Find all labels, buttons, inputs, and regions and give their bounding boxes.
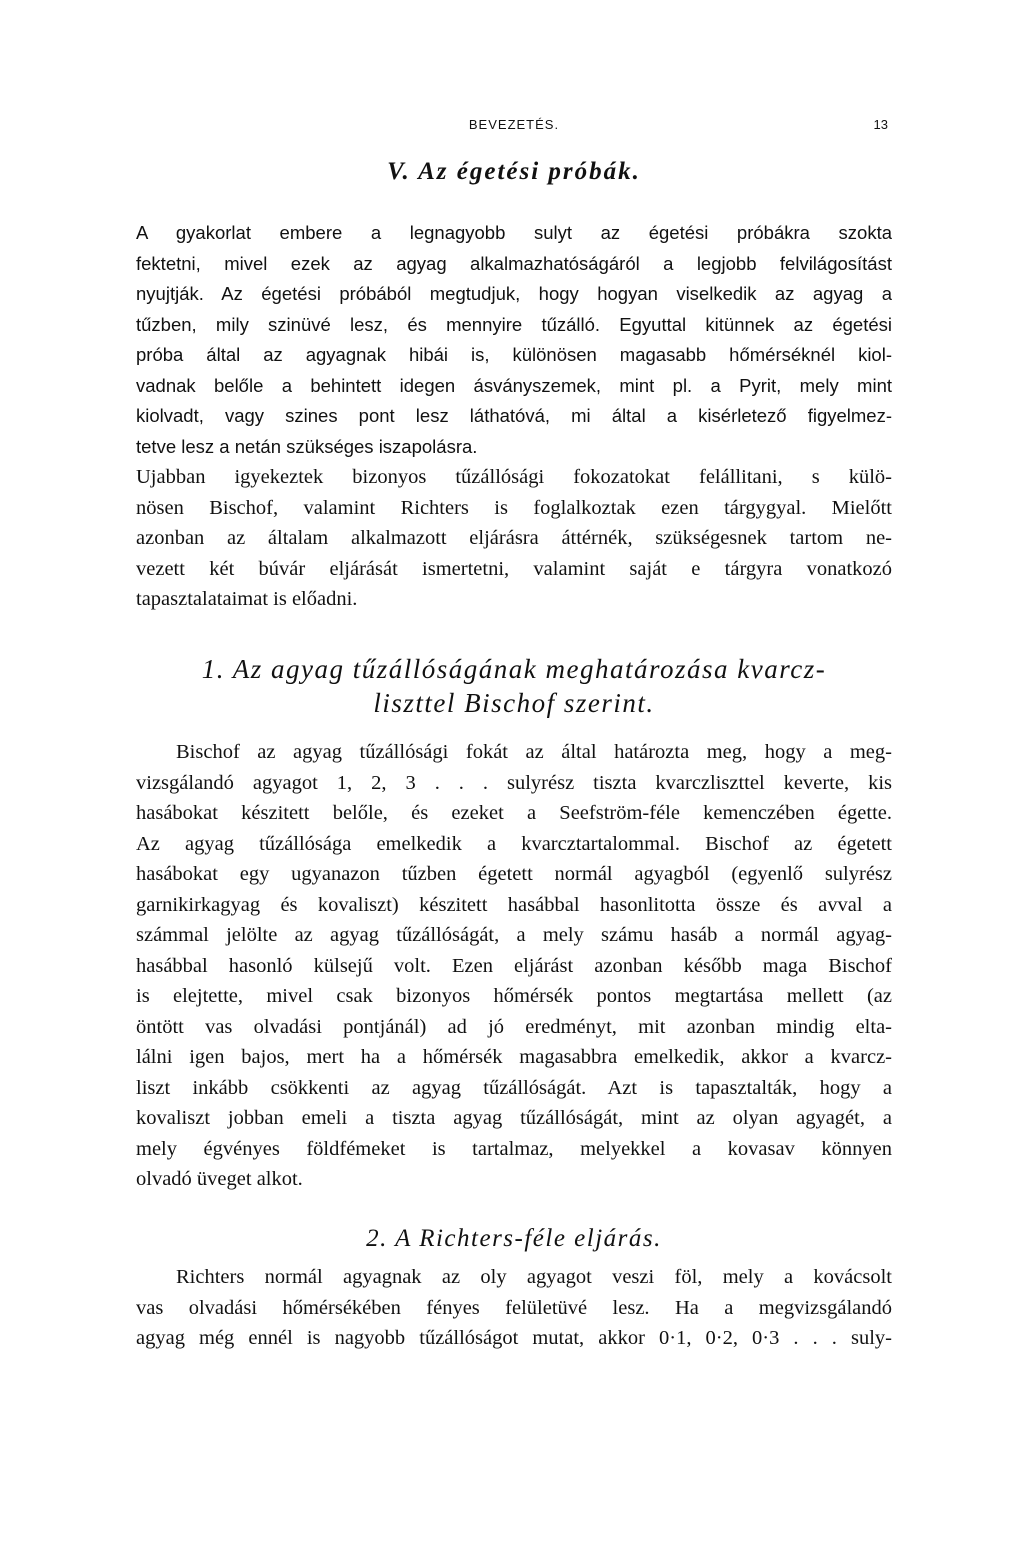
text-line: lálni igen bajos, mert ha a hőmérsék magasabbra emelkedik, akkor a kvarcz- (136, 1046, 892, 1068)
text-line: is elejtette, mivel csak bizonyos hőmérsék pontos megtartása mellett (az (136, 985, 892, 1007)
subheading-line: 1. Az agyag tűzállóságának meghatározása kvarcz- (201, 654, 827, 684)
text-line: Richters normál agyagnak az oly agyagot veszi föl, mely a kovácsolt (176, 1266, 892, 1288)
running-head-title: BEVEZETÉS. (468, 117, 560, 132)
text-line: agyag még ennél is nagyobb tűzállóságot mutat, akkor 0·1, 0·2, 0·3 . . . suly- (136, 1327, 892, 1349)
text-line: kiolvadt, vagy szines pont lesz láthatóvá, mi által a kisérletező figyelmez- (136, 405, 892, 426)
text-line: mely égvényes földfémeket is tartalmaz, melyekkel a kovasav könnyen (136, 1137, 892, 1160)
text-line: Ujabban igyekeztek bizonyos tűzállósági fokozatokat felállitani, s külö- (136, 466, 892, 488)
text-line: Bischof az agyag tűzállósági fokát az által határozta meg, hogy a meg- (176, 741, 892, 763)
paragraph-2 (136, 462, 892, 615)
text-line: olvadó üveget alkot. (136, 1168, 303, 1190)
intro-paragraph (136, 218, 892, 462)
text-line: nösen Bischof, valamint Richters is foglalkoztak ezen tárgygyal. Mielőtt (136, 496, 892, 519)
running-head (136, 117, 892, 139)
text-line: kovaliszt jobban emeli a tiszta agyag tűzállóságát, mint az olyan agyagét, a (136, 1107, 892, 1129)
text-line: azonban az általam alkalmazott eljárásra áttérnék, szükségesnek tartom ne- (136, 527, 892, 549)
text-line: próba által az agyagnak hibái is, különösen magasabb hőmérséknél kiol- (136, 344, 892, 365)
text-line: vas olvadási hőmérsékében fényes felületüvé lesz. Ha a megvizsgálandó (136, 1296, 892, 1319)
text-line: liszt inkább csökkenti az agyag tűzállóságát. Azt is tapasztalták, hogy a (136, 1076, 892, 1099)
text-line: fektetni, mivel ezek az agyag alkalmazhatóságáról a legjobb felvilágosítást (136, 252, 892, 274)
text-line: nyujtják. Az égetési próbából megtudjuk, hogy hogyan viselkedik az agyag a (136, 283, 892, 304)
text-line: vadnak belőle a behintett idegen ásványszemek, mint pl. a Pyrit, mely mint (136, 374, 892, 396)
text-line: öntött vas olvadási pontjánál) ad jó eredményt, mit azonban mindig elta- (136, 1015, 892, 1038)
text-line: hasábokat készitett belőle, és ezeket a Seefström-féle kemenczében égette. (136, 802, 892, 824)
text-line: A gyakorlat embere a legnagyobb sulyt az égetési próbákra szokta (136, 222, 892, 243)
text-line: tapasztalataimat is előadni. (136, 588, 358, 610)
section-title: V. Az égetési próbák. (387, 158, 641, 185)
text-line: tetve lesz a netán szükséges iszapolásra. (136, 435, 478, 457)
paragraph-3 (136, 737, 892, 1195)
paragraph-4 (136, 1262, 892, 1354)
subheading-1 (136, 652, 892, 720)
subheading-2: 2. A Richters-féle eljárás. (366, 1225, 662, 1252)
text-line: Az agyag tűzállósága emelkedik a kvarcztartalommal. Bischof az égetett (136, 832, 892, 855)
text-line: tűzben, mily szinüvé lesz, és mennyire tűzálló. Egyuttal kitünnek az égetési (136, 313, 892, 335)
text-line: vezett két búvár eljárását ismertetni, valamint saját e tárgyra vonatkozó (136, 557, 892, 580)
text-line: számmal jelölte az agyag tűzállóságát, a mely számu hasáb a normál agyag- (136, 924, 892, 946)
text-line: hasábbal hasonló külsejű volt. Ezen eljárást azonban később maga Bischof (136, 954, 892, 977)
subheading-line: liszttel Bischof szerint. (373, 688, 655, 718)
text-line: garnikirkagyag és kovaliszt) készitett hasábbal hasonlitotta össze és avval a (136, 893, 892, 916)
page-number: 13 (873, 117, 888, 132)
text-line: hasábokat egy ugyanazon tűzben égetett normál agyagból (egyenlő sulyrész (136, 863, 892, 885)
text-line: vizsgálandó agyagot 1, 2, 3 . . . sulyrész tiszta kvarczliszttel keverte, kis (136, 771, 892, 794)
